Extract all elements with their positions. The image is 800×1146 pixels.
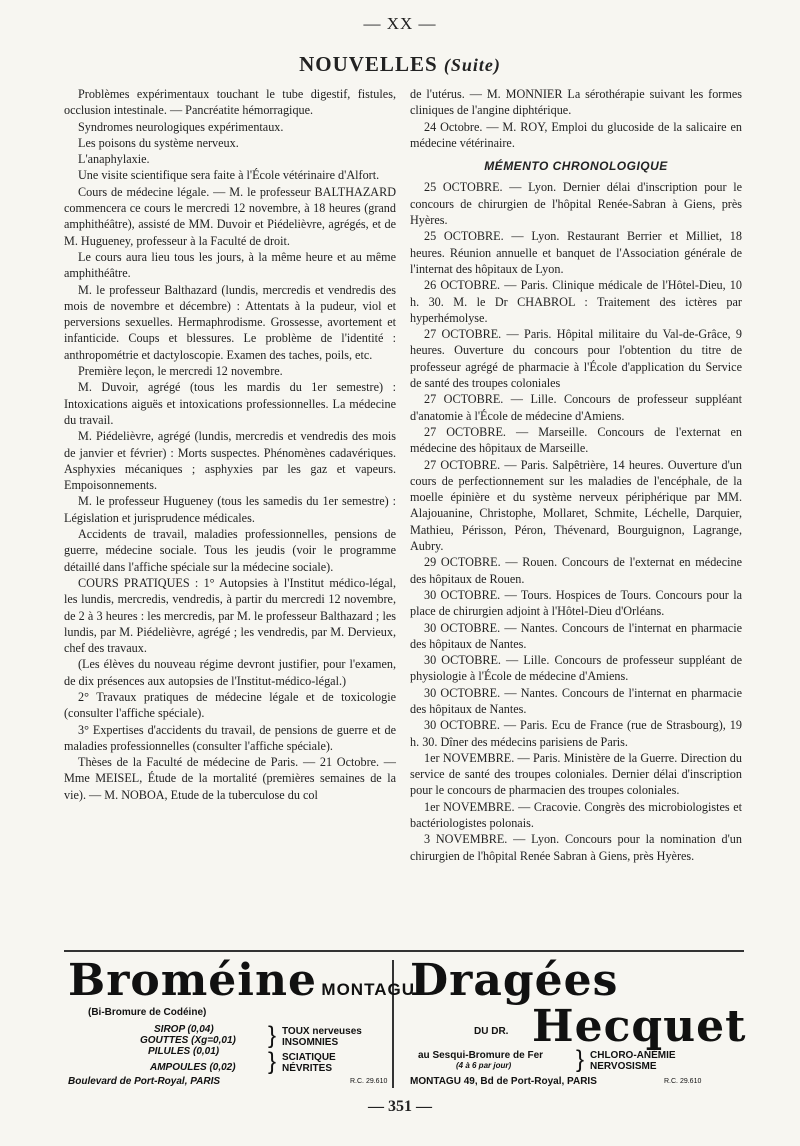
- memento-entry: 1er NOVEMBRE. — Paris. Ministère de la Guerre. Direction du service de santé des troupes coloniales. Dernier délai d'inscription pour le concours de pharmacien des troupes coloniales.: [410, 750, 742, 798]
- brace-icon: }: [268, 1048, 277, 1075]
- paragraph: Cours de médecine légale. — M. le professeur BALTHAZARD commencera ce cours le mercredi 12 novembre, à 18 heures (grand amphithéâtre), assisté de MM. Duvoir et Piédelièvre, agrégés, et de M. Hugueney, professeur à la Faculté de droit.: [64, 184, 396, 248]
- memento-entry: 27 OCTOBRE. — Lille. Concours de professeur suppléant d'anatomie à l'École de médecine d'Amiens.: [410, 392, 742, 423]
- ad-code: R.C. 29.610: [664, 1078, 702, 1085]
- paragraph: de l'utérus. — M. MONNIER La sérothérapie suivant les formes cliniques de l'angine diphtérique.: [410, 87, 742, 118]
- brace-icon: }: [268, 1022, 277, 1049]
- memento-entry: 30 OCTOBRE. — Paris. Ecu de France (rue de Strasbourg), 19 h. 30. Dîner des médecins parisiens de Paris.: [410, 718, 742, 749]
- ad-indication: TOUX nerveuses: [282, 1026, 362, 1037]
- ad-brand-hecquet: Hecquet: [532, 1001, 747, 1052]
- memento-entry: 30 OCTOBRE. — Nantes. Concours de l'internat en pharmacie des hôpitaux de Nantes.: [410, 620, 742, 651]
- ad-subtitle: (Bi-Bromure de Codéine): [88, 1007, 207, 1018]
- memento-entry: 27 OCTOBRE. — Marseille. Concours de l'externat en médecine des hôpitaux de Marseille.: [410, 424, 742, 456]
- ads-divider: [64, 950, 744, 952]
- paragraph: M. Duvoir, agrégé (tous les mardis du 1er semestre) : Intoxications aiguës et intoxications professionnelles. La médecine du travail.: [64, 380, 396, 427]
- paragraph: (Les élèves du nouveau régime devront justifier, pour l'examen, de dix présences aux autopsies de l'Institut-médico-légal.): [64, 657, 396, 688]
- ad-sesqui-bromure: au Sesqui-Bromure de Fer: [418, 1050, 544, 1061]
- paragraph: Les poisons du système nerveux.: [78, 135, 239, 150]
- ad-address: MONTAGU 49, Bd de Port-Royal, PARIS: [410, 1076, 597, 1087]
- paragraph: 24 Octobre. — M. ROY, Emploi du glucoside de la salicaire en médecine vétérinaire.: [410, 119, 742, 150]
- ad-bromeine: [68, 955, 415, 1088]
- ad-indication: NÉVRITES: [282, 1063, 333, 1074]
- ad-address: Boulevard de Port-Royal, PARIS: [68, 1076, 221, 1087]
- ad-brand-bromeine: Broméine: [68, 955, 317, 1006]
- ad-indication: CHLORO-ANÉMIE: [590, 1050, 676, 1061]
- paragraph: L'anaphylaxie.: [78, 152, 150, 167]
- memento-entry: 27 OCTOBRE. — Paris. Hôpital militaire du Val-de-Grâce, 9 heures. Ouverture du concours pour l'obtention du titre de professeur agrégé de pharmacie à l'École d'application du Service de santé des troupes coloniales: [410, 327, 742, 391]
- left-column: [64, 86, 396, 803]
- memento-entry: 27 OCTOBRE. — Paris. Salpêtrière, 14 heures. Ouverture d'un cours de perfectionnement sur les maladies de l'encéphale, de la moelle épinière et du système nerveux périphérique par MM. Alajouanine, Christophe, Mollaret, Schmite, Léchelle, Darquier, Mathieu, Périsson, Péron, Thévenard, Bourguignon, Lagrange, Aubry.: [410, 457, 742, 554]
- paragraph: Problèmes expérimentaux touchant le tube digestif, fistules, occlusion intestinale. — Pancréatite hémorragique.: [64, 87, 396, 118]
- ad-indication: SCIATIQUE: [282, 1052, 336, 1063]
- memento-entry: 29 OCTOBRE. — Rouen. Concours de l'externat en médecine des hôpitaux de Rouen.: [410, 555, 742, 586]
- ad-brand-suffix: MONTAGU: [321, 980, 415, 999]
- brace-icon: }: [576, 1046, 585, 1073]
- paragraph: M. Piédelièvre, agrégé (lundis, mercredis et vendredis des mois de janvier et février) : Morts suspectes. Phénomènes cadavériques. Asphyxies mécaniques ; asphyxies par les gaz et vapeurs. Empoisonnements.: [64, 429, 396, 493]
- memento-entry: 1er NOVEMBRE. — Cracovie. Congrès des microbiologistes et bactériologistes polonais.: [410, 799, 742, 831]
- paragraph: Thèses de la Faculté de médecine de Paris. — 21 Octobre. — Mme MEISEL, Étude de la mortalité (premières semaines de la vie). — M. NOBOA, Etude de la tuberculose du col: [64, 755, 396, 802]
- paragraph: Première leçon, le mercredi 12 novembre.: [78, 364, 283, 379]
- paragraph: 3° Expertises d'accidents du travail, de pensions de guerre et de maladies professionnelles (consulter l'affiche spéciale).: [64, 722, 396, 753]
- memento-entry: 30 OCTOBRE. — Nantes. Concours de l'internat en pharmacie des hôpitaux de Nantes.: [410, 685, 742, 716]
- ad-brand-dragees: Dragées: [410, 955, 619, 1006]
- title-main: NOUVELLES: [299, 52, 438, 76]
- paragraph: Le cours aura lieu tous les jours, à la même heure et au même amphithéâtre.: [64, 249, 396, 281]
- ad-form-ampoules: AMPOULES (0,02): [150, 1062, 236, 1073]
- paragraph: Syndromes neurologiques expérimentaux.: [78, 119, 284, 134]
- page-number: — 351 —: [368, 1098, 432, 1115]
- paragraph: 2° Travaux pratiques de médecine légale et de toxicologie (consulter l'affiche spéciale).: [64, 689, 396, 721]
- page-roman-number: — XX —: [363, 14, 437, 33]
- memento-entry: 25 OCTOBRE. — Lyon. Dernier délai d'inscription pour le concours de chirurgien de l'hôpital Renée-Sabran à Giens, près Hyères.: [410, 180, 742, 228]
- ad-form-sirop: SIROP (0,04): [154, 1024, 214, 1035]
- memento-entry: 26 OCTOBRE. — Paris. Clinique médicale de l'Hôtel-Dieu, 10 h. 30. M. le Dr CHABROL : Traitement des ictères par hyperhémolyse.: [410, 278, 742, 325]
- memento-entry: 3 NOVEMBRE. — Lyon. Concours pour la nomination d'un chirurgien de l'hôpital Renée Sabran à Giens, près Hyères.: [410, 832, 742, 863]
- ad-form-pilules: PILULES (0,01): [148, 1046, 220, 1057]
- ad-code: R.C. 29.610: [350, 1078, 388, 1085]
- ad-form-gouttes: GOUTTES (Xg=0,01): [140, 1035, 236, 1046]
- paragraph: Une visite scientifique sera faite à l'École vétérinaire d'Alfort.: [78, 168, 380, 183]
- memento-entry: 25 OCTOBRE. — Lyon. Restaurant Berrier et Milliet, 18 heures. Réunion annuelle et banquet de l'Association générale de l'internat des hôpitaux de Lyon.: [410, 229, 742, 276]
- paragraph: M. le professeur Hugueney (tous les samedis du 1er semestre) : Législation et jurisprudence médicales.: [64, 494, 396, 525]
- ad-indication: NERVOSISME: [590, 1061, 657, 1072]
- title-suite: (Suite): [443, 55, 501, 75]
- ad-du-dr: DU DR.: [474, 1026, 509, 1037]
- memento-entry: 30 OCTOBRE. — Lille. Concours de professeur suppléant de physiologie à l'École de médecine d'Amiens.: [410, 653, 742, 684]
- ad-dosage: (4 à 6 par jour): [456, 1061, 512, 1070]
- right-column: [410, 86, 742, 864]
- paragraph: Accidents de travail, maladies professionnelles, pensions de guerre, médecine sociale. Tous les jeudis (voir le programme détaillé dans l'affiche spéciale sur la médecine sociale).: [64, 527, 396, 574]
- memento-entry: 30 OCTOBRE. — Tours. Hospices de Tours. Concours pour la place de chirurgien adjoint à l'Hôtel-Dieu d'Orléans.: [410, 587, 742, 619]
- paragraph: M. le professeur Balthazard (lundis, mercredis et vendredis des mois de novembre et décembre) : Attentats à la pudeur, viol et perversions sexuelles. Hermaphrodisme. Grossesse, avortement et infanticide. Coups et blessures. Le problème de l'identité : anthropométrie et dactyloscopie. Examen des taches, poils, etc.: [64, 282, 396, 362]
- page-title: [0, 52, 800, 77]
- section-heading: MÉMENTO CHRONOLOGIQUE: [484, 159, 668, 174]
- ad-dragees-hecquet: [410, 955, 747, 1088]
- paragraph: COURS PRATIQUES : 1° Autopsies à l'Institut médico-légal, les lundis, mercredis, vendredis, à partir du mercredi 12 novembre, de 2 à 3 heures : les mercredis, par M. le professeur Balthazard ; les lundis, par M. Piédelièvre, agrégé ; les vendredis, par M. Dervieux, chef des travaux.: [64, 575, 396, 656]
- ad-indication: INSOMNIES: [282, 1037, 339, 1048]
